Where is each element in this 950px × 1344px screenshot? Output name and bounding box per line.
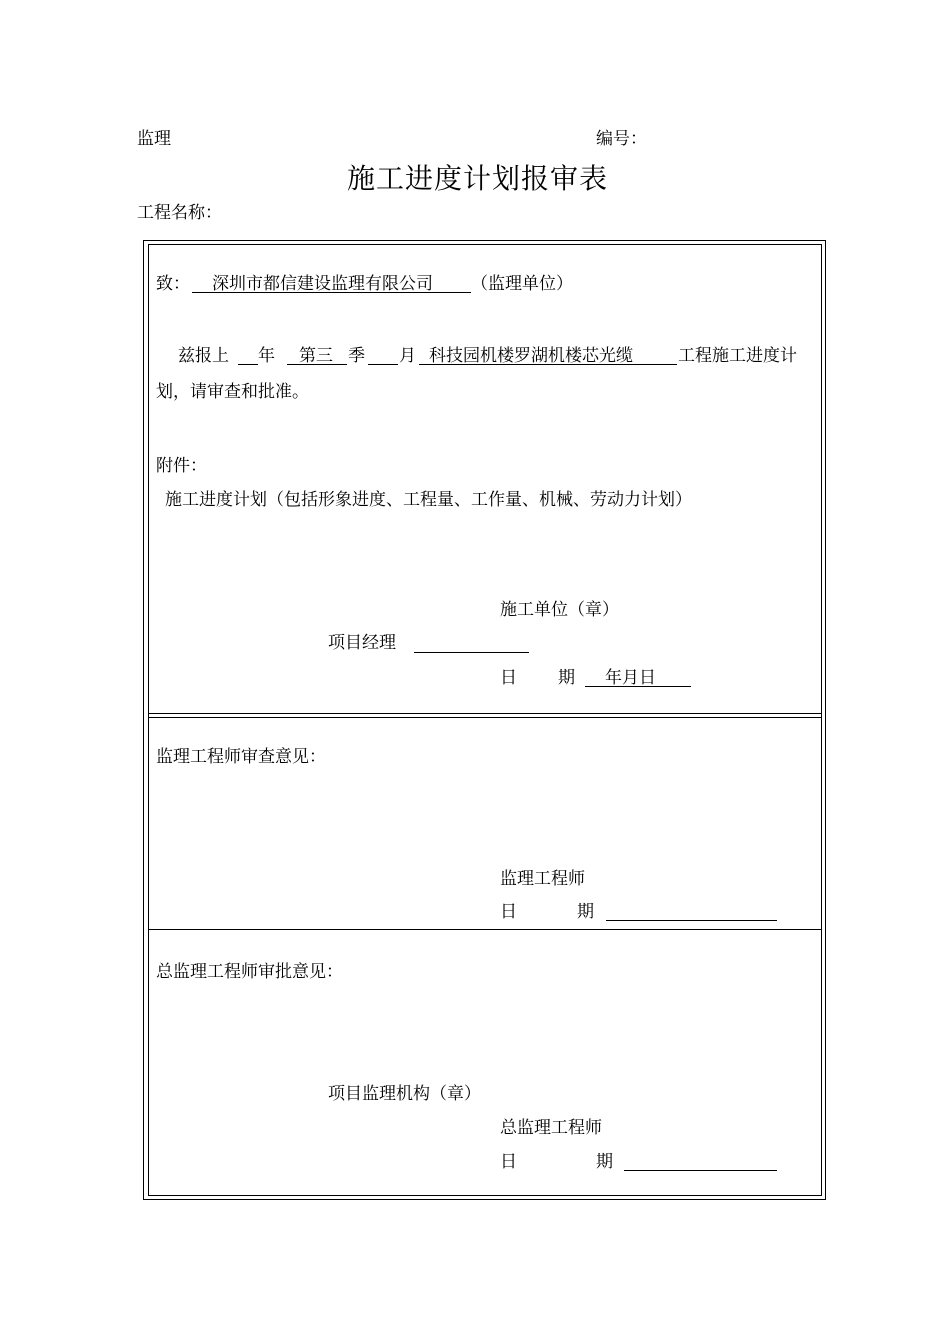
project-name-label: 工程名称： xyxy=(137,203,222,223)
to-label: 致： xyxy=(156,274,190,294)
section-divider-2 xyxy=(148,929,822,930)
engineer-date-char2: 期 xyxy=(577,902,594,922)
chief-date-char1: 日 xyxy=(500,1152,517,1172)
document-number-label: 编号： xyxy=(596,129,647,149)
report-prefix: 兹报上 xyxy=(178,346,229,366)
month-label: 月 xyxy=(399,346,416,366)
month-blank xyxy=(368,364,398,365)
season-value: 第三 xyxy=(299,346,333,366)
attachment-item: 施工进度计划（包括形象进度、工程量、工作量、机械、劳动力计划） xyxy=(165,490,692,510)
chief-engineer-label: 总监理工程师 xyxy=(500,1118,602,1138)
section-divider-1a xyxy=(148,713,822,714)
report-suffix: 工程施工进度计 xyxy=(678,346,797,366)
chief-date-line xyxy=(624,1170,777,1171)
year-label: 年 xyxy=(258,346,275,366)
construction-unit-seal: 施工单位（章） xyxy=(500,600,619,620)
date-label-char1: 日 xyxy=(500,668,517,688)
supervision-company: 深圳市都信建设监理有限公司 xyxy=(212,274,433,294)
section-divider-1b xyxy=(148,717,822,718)
engineer-opinion-label: 监理工程师审查意见： xyxy=(156,747,326,767)
season-label: 季 xyxy=(348,346,365,366)
project-manager-signature-line xyxy=(414,652,529,653)
chief-date-char2: 期 xyxy=(596,1152,613,1172)
supervision-org-seal: 项目监理机构（章） xyxy=(328,1084,481,1104)
date-value: 年月日 xyxy=(605,668,656,688)
date-label-char2: 期 xyxy=(558,668,575,688)
engineer-date-line xyxy=(606,920,777,921)
project-manager-label: 项目经理 xyxy=(328,633,396,653)
report-continuation: 划，请审查和批准。 xyxy=(156,382,309,402)
engineer-label: 监理工程师 xyxy=(500,869,585,889)
attachment-label: 附件： xyxy=(156,456,207,476)
header-supervision: 监理 xyxy=(137,129,171,149)
to-suffix: （监理单位） xyxy=(471,274,573,294)
chief-opinion-label: 总监理工程师审批意见： xyxy=(156,962,343,982)
engineer-date-char1: 日 xyxy=(500,902,517,922)
year-blank xyxy=(238,364,258,365)
project-name: 科技园机楼罗湖机楼芯光缆 xyxy=(429,346,633,366)
page-title: 施工进度计划报审表 xyxy=(347,162,609,195)
